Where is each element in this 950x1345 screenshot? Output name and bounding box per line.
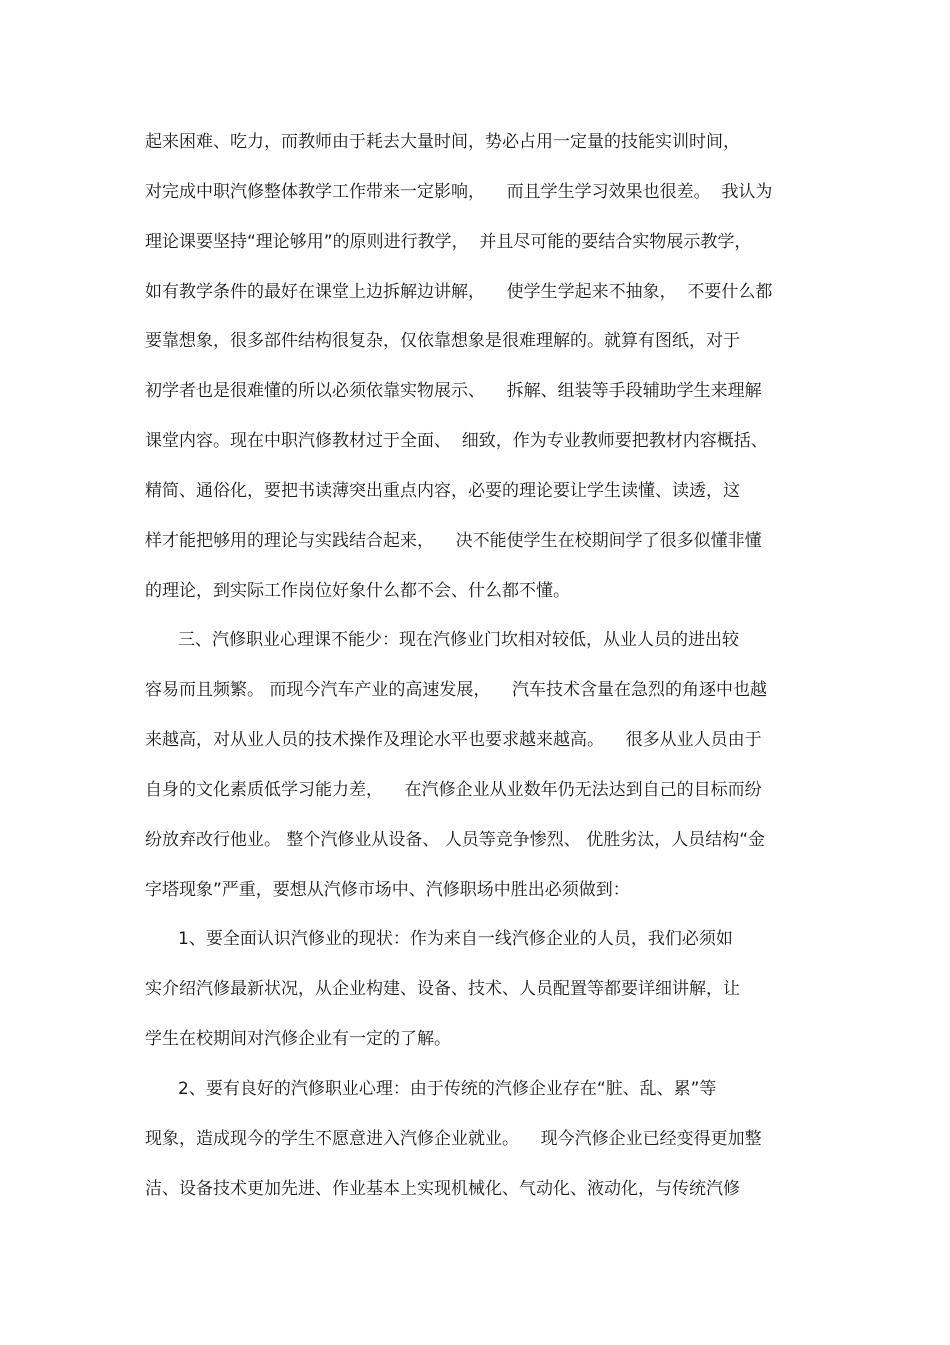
paragraph-first-line: 2、要有良好的汽修职业心理：由于传统的汽修企业存在“脏、乱、累”等 bbox=[178, 1079, 717, 1099]
text-line: 对完成中职汽修整体教学工作带来一定影响， 而且学生学习效果也很差。 我认为 bbox=[145, 182, 773, 202]
text-line: 要靠想象，很多部件结构很复杂，仅依靠想象是很难理解的。就算有图纸，对于 bbox=[145, 331, 740, 351]
text-line: 实介绍汽修最新状况，从企业构建、设备、技术、人员配置等都要详细讲解，让 bbox=[145, 979, 740, 999]
text-line: 纷放弃改行他业。 整个汽修业从设备、 人员等竞争惨烈、 优胜劣汰，人员结构“金 bbox=[145, 830, 766, 850]
text-line: 容易而且频繁。 而现今汽车产业的高速发展， 汽车技术含量在急烈的角逐中也越 bbox=[145, 680, 768, 700]
text-line: 样才能把够用的理论与实践结合起来， 决不能使学生在校期间学了很多似懂非懂 bbox=[145, 531, 762, 551]
text-line: 洁、设备技术更加先进、作业基本上实现机械化、气动化、液动化，与传统汽修 bbox=[145, 1179, 740, 1199]
text-line: 如有教学条件的最好在课堂上边拆解边讲解， 使学生学起来不抽象， 不要什么都 bbox=[145, 282, 773, 302]
text-line: 课堂内容。现在中职汽修教材过于全面、 细致，作为专业教师要把教材内容概括、 bbox=[145, 431, 768, 451]
text-line: 现象，造成现今的学生不愿意进入汽修企业就业。 现今汽修企业已经变得更加整 bbox=[145, 1129, 762, 1149]
text-line: 精简、通俗化，要把书读薄突出重点内容，必要的理论要让学生读懂、读透，这 bbox=[145, 481, 740, 501]
text-line: 学生在校期间对汽修企业有一定的了解。 bbox=[145, 1029, 451, 1049]
text-line: 起来困难、吃力，而教师由于耗去大量时间，势必占用一定量的技能实训时间， bbox=[145, 132, 740, 152]
paragraph-first-line: 1、要全面认识汽修业的现状：作为来自一线汽修企业的人员，我们必须如 bbox=[178, 929, 733, 949]
text-line: 字塔现象”严重，要想从汽修市场中、汽修职场中胜出必须做到： bbox=[145, 880, 630, 900]
paragraph-first-line: 三、汽修职业心理课不能少：现在汽修业门坎相对较低，从业人员的进出较 bbox=[178, 630, 739, 650]
text-line: 初学者也是很难懂的所以必须依靠实物展示、 拆解、组装等手段辅助学生来理解 bbox=[145, 381, 762, 401]
text-line: 自身的文化素质低学习能力差， 在汽修企业从业数年仍无法达到自己的目标而纷 bbox=[145, 780, 762, 800]
text-line: 理论课要坚持“理论够用”的原则进行教学， 并且尽可能的要结合实物展示教学， bbox=[145, 232, 752, 252]
text-line: 来越高，对从业人员的技术操作及理论水平也要求越来越高。 很多从业人员由于 bbox=[145, 730, 762, 750]
text-line: 的理论，到实际工作岗位好象什么都不会、什么都不懂。 bbox=[145, 581, 570, 601]
